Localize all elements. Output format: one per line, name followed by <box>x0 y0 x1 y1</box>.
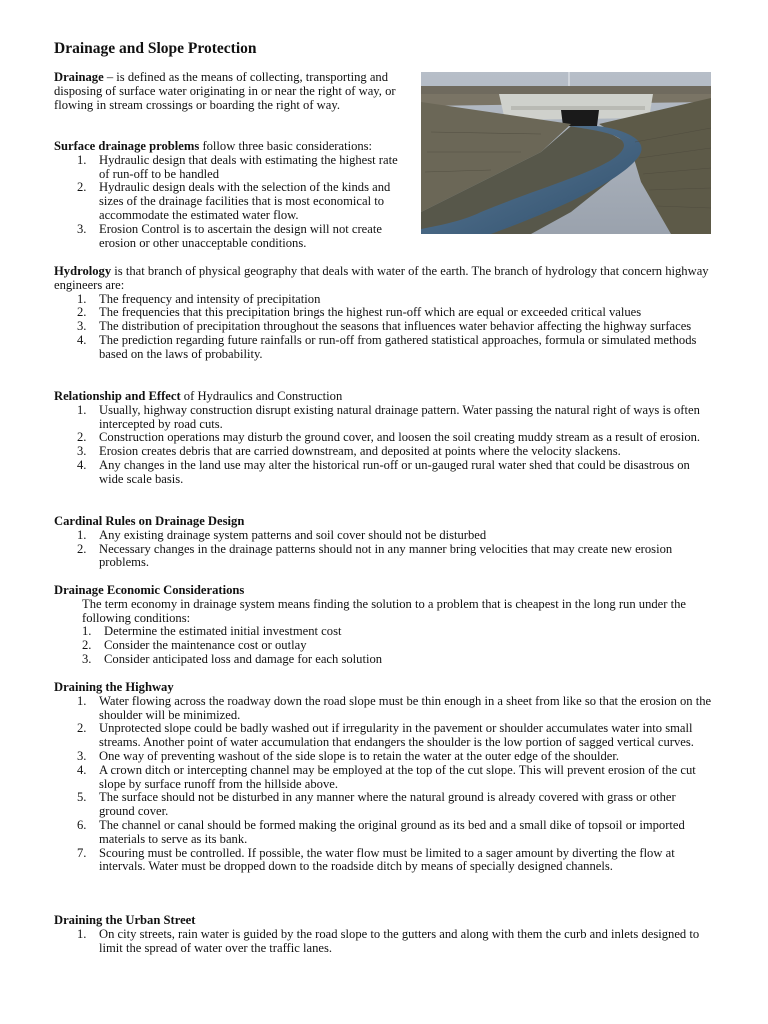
list-item: 2. Construction operations may disturb the ground cover, and loosen the soil creating muddy stream as a result of erosion. <box>77 430 701 445</box>
list-item: 1. Hydraulic design that deals with estimating the highest rate of run-off to be handled <box>77 152 398 181</box>
list-item: 1. On city streets, rain water is guided by the road slope to the gutters and along with them the curb and inlets designed to limit the spread of water over the traffic lanes. <box>77 926 700 955</box>
list-item: 2. Necessary changes in the drainage patterns should not in any manner bring velocities that may create new erosion problems. <box>77 541 673 570</box>
drainage-term: Drainage <box>54 70 104 84</box>
list-item: 3. The distribution of precipitation throughout the seasons that influences water behavior affecting the highway surfaces <box>77 319 692 334</box>
list-item: 4. The prediction regarding future rainfalls or run-off from gathered statistical approaches, formula or simulated methods based on the laws of probability. <box>77 332 697 361</box>
cardinal-rules-section <box>54 515 714 570</box>
list-item: 6. The channel or canal should be formed making the original ground as its bed and a small dike of topsoil or imported materials to serve as its bank. <box>77 817 685 846</box>
surface-drainage-term: Surface drainage problems <box>54 139 200 153</box>
list-item: 1. Water flowing across the roadway down the road slope must be thin enough in a sheet from like so that the erosion on the shoulder will be minimized. <box>77 693 712 722</box>
drainage-definition-text: – is defined as the means of collecting, transporting and disposing of surface water originating in or near the right of way, or flowing in stream crossings or boarding the right of way. <box>54 70 396 112</box>
relationship-term: Relationship and Effect <box>54 389 181 403</box>
list-item: 3. One way of preventing washout of the side slope is to retain the water at the outer edge of the shoulder. <box>77 748 620 763</box>
list-item: 1. Any existing drainage system patterns and soil cover should not be disturbed <box>77 527 487 542</box>
list-item: 1. Usually, highway construction disrupt existing natural drainage pattern. Water passing the natural right of ways is often intercepted by road cuts. <box>77 402 700 431</box>
culvert-photo-illustration <box>421 72 711 234</box>
list-item: 3. Erosion Control is to ascertain the design will not create erosion or other unacceptable conditions. <box>77 221 382 250</box>
urban-heading: Draining the Urban Street <box>54 913 196 927</box>
economic-heading: Drainage Economic Considerations <box>54 583 245 597</box>
cardinal-rules-heading: Cardinal Rules on Drainage Design <box>54 514 245 528</box>
culvert-photo <box>421 72 711 234</box>
list-item: 4. Any changes in the land use may alter the historical run-off or un-gauged rural water shed that could be disastrous on wide scale basis. <box>77 457 690 486</box>
list-item: 1. Determine the estimated initial investment cost <box>82 624 342 639</box>
highway-heading: Draining the Highway <box>54 680 174 694</box>
economic-section <box>54 584 714 667</box>
urban-section <box>54 914 714 955</box>
hydrology-term: Hydrology <box>54 264 112 278</box>
list-item: 3. Consider anticipated loss and damage for each solution <box>82 651 383 666</box>
drainage-definition <box>54 71 404 112</box>
list-item: 2. Consider the maintenance cost or outlay <box>82 638 307 653</box>
relationship-section <box>54 390 714 487</box>
list-item: 2. Hydraulic design deals with the selection of the kinds and sizes of the drainage facilities that is most economical to accommodate the estimated water flow. <box>77 180 391 222</box>
list-item: 2. The frequencies that this precipitation brings the highest run-off which are equal or exceeded critical values <box>77 305 642 320</box>
list-item: 1. The frequency and intensity of precipitation <box>77 291 321 306</box>
list-item: 5. The surface should not be disturbed in any manner where the natural ground is already covered with grass or other ground cover. <box>77 790 676 819</box>
surface-drainage-intro: follow three basic considerations: <box>199 139 373 153</box>
list-item: 4. A crown ditch or intercepting channel may be employed at the top of the cut slope. This will prevent erosion of the cut slope by surface runoff from the hillside above. <box>77 762 696 791</box>
surface-drainage-section <box>54 140 410 250</box>
list-item: 2. Unprotected slope could be badly washed out if irregularity in the pavement or shoulder accumulates water into small streams. Another point of water accumulation that endangers the shoulder is the low portion of sagged vertical curves. <box>77 721 694 750</box>
economic-intro: The term economy in drainage system means finding the solution to a problem that is cheapest in the long run under the following conditions: <box>82 596 687 625</box>
hydrology-section <box>54 265 714 362</box>
page-title: Drainage and Slope Protection <box>54 40 257 57</box>
hydrology-intro: is that branch of physical geography that deals with water of the earth. The branch of hydrology that concern highway engineers are: <box>54 264 709 292</box>
relationship-intro: of Hydraulics and Construction <box>180 389 343 403</box>
list-item: 3. Erosion creates debris that are carried downstream, and deposited at points where the velocity slackens. <box>77 444 621 459</box>
list-item: 7. Scouring must be controlled. If possible, the water flow must be limited to a sager amount by diverting the flow at intervals. Water must be dropped down to the roadside ditch by means of specially designed channels. <box>77 845 675 874</box>
highway-section <box>54 681 714 874</box>
